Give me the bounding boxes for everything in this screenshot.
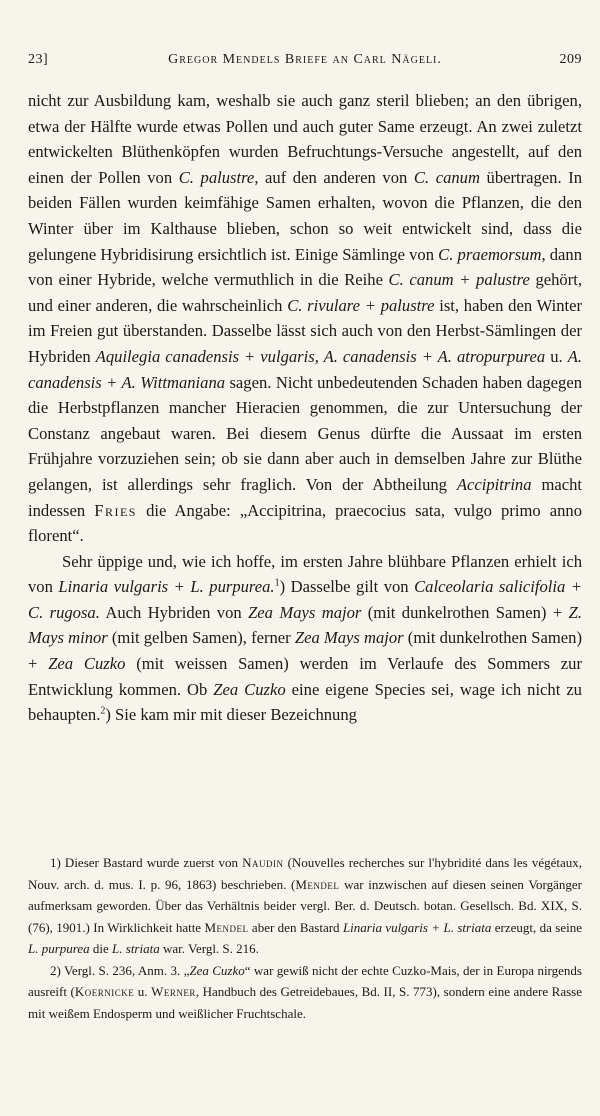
running-header — [28, 52, 582, 74]
chapter-marker: 23] — [28, 52, 49, 67]
footnote: 2) Vergl. S. 236, Anm. 3. „Zea Cuzko“ war gewiß nicht der echte Cuzko-Mais, der in Europa nirgends ausreift (Koernicke u. Werner, Handbuch des Getreidebaues, Bd. II, S. 773), sondern eine andere Rasse mit weißem Endosperm und weißlicher Fruchtschale. — [28, 962, 583, 1021]
paragraph: nicht zur Ausbildung kam, weshalb sie auch ganz steril blieben; an den übrigen, etwa der Hälfte wurde etwas Pollen und auch guter Same erzeugt. An zwei zuletzt entwickelten Blüthenköpfen wurden Befruchtungs-Versuche angestellt, auf den einen der Pollen von C. palustre, auf den anderen von C. canum übertragen. In beiden Fällen wurden keimfähige Samen erhalten, wovon die Pflanzen, die den Winter über im Kalthause blieben, schon so weit entwickelt sind, dass die gelungene Hybridisirung ersichtlich ist. Einige Sämlinge von C. praemorsum, dann von einer Hybride, welche vermuthlich in die Reihe C. canum + palustre gehört, und einer anderen, die wahrscheinlich C. rivulare + palustre ist, haben den Winter im Freien gut überstanden. Dasselbe lässt sich auch von den Herbst-Sämlingen der Hybriden Aquilegia canadensis + vulgaris, A. canadensis + A. atropurpurea u. A. canadensis + A. Wittmaniana sagen. Nicht unbedeutenden Schaden haben dagegen die Herbstpflanzen mancher Hieracien genommen, die zur Untersuchung der Constanz angebaut waren. Bei diesem Genus dürfte die Aussaat im ersten Frühjahre vorzuziehen sein; ob sie dann aber auch in demselben Jahre zur Blüthe gelangen, ist allerdings sehr fraglich. Von der Abtheilung Accipitrina macht indessen Fries die Angabe: „Accipitrina, praecocius sata, vulgo primo anno florent“. — [28, 91, 583, 546]
main-text — [28, 88, 582, 728]
footnote-divider — [28, 842, 328, 843]
footnote: 1) Dieser Bastard wurde zuerst von Naudin (Nouvelles recherches sur l'hybridité dans les végétaux, Nouv. arch. d. mus. I. p. 96, 1863) beschrieben. (Mendel war inzwischen auf diesen seinen Vorgänger aufmerksam geworden. Über das Verhältnis beider vergl. Ber. d. Deutsch. botan. Gesellsch. Bd. XIX, S. (76), 1901.) In Wirklichkeit hatte Mendel aber den Bastard Linaria vulgaris + L. striata erzeugt, da seine L. purpurea die L. striata war. Vergl. S. 216. — [28, 855, 583, 956]
footnotes — [28, 852, 582, 1024]
paragraph: Sehr üppige und, wie ich hoffe, im ersten Jahre blühbare Pflanzen erhielt ich von Linaria vulgaris + L. purpurea.$^1$) Dasselbe gilt von Calceolaria salicifolia + C. rugosa. Auch Hybriden von Zea Mays major (mit dunkelrothen Samen) + Z. Mays minor (mit gelben Samen), ferner Zea Mays major (mit dunkelrothen Samen) + Zea Cuzko (mit weissen Samen) werden im Verlaufe des Sommers zur Entwicklung kommen. Ob Zea Cuzko eine eigene Species sei, wage ich nicht zu behaupten.$^2$) Sie kam mir mit dieser Bezeichnung — [28, 551, 583, 725]
running-title: Gregor Mendels Briefe an Carl Nägeli. — [168, 52, 442, 67]
page-number: 209 — [559, 52, 582, 67]
